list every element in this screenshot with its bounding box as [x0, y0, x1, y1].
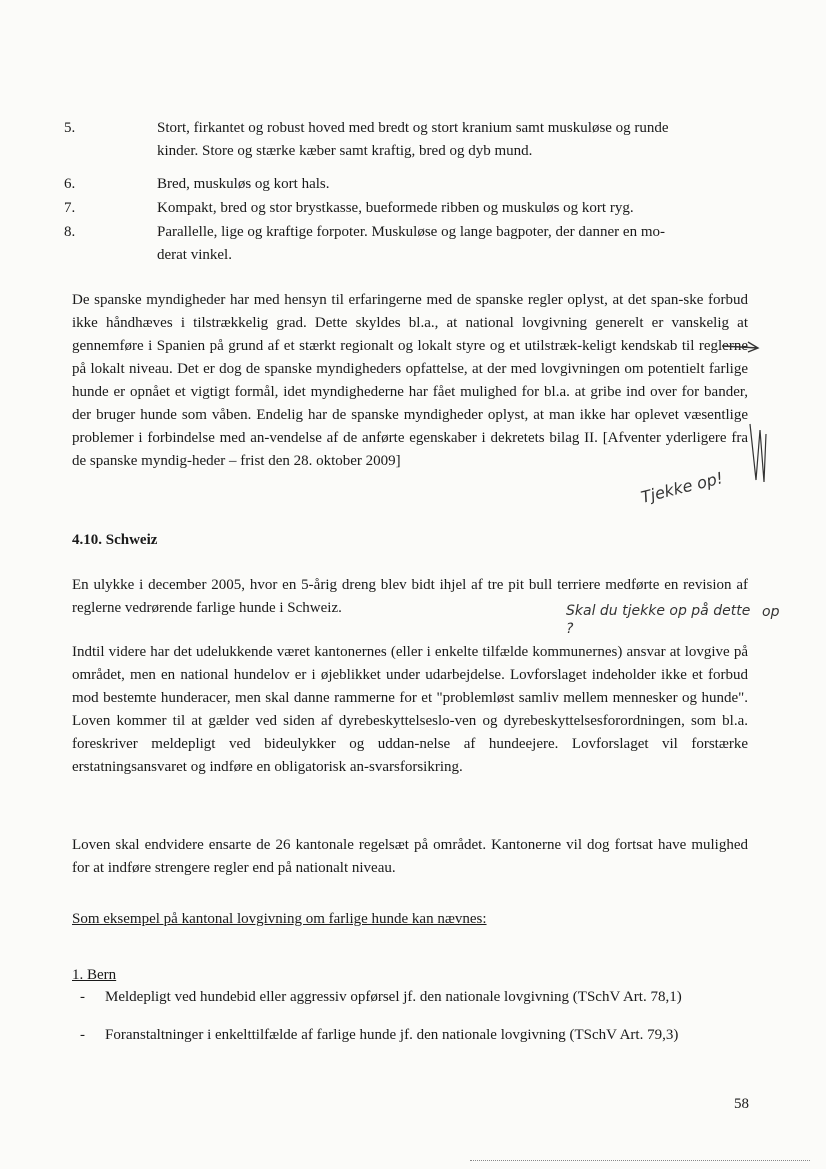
example-heading: Som eksempel på kantonal lovgivning om farlige hunde kan nævnes:	[72, 911, 487, 927]
list-number: 6.	[64, 176, 76, 192]
paragraph-switzerland-3	[72, 834, 748, 880]
list-text: Bred, muskuløs og kort hals.	[157, 176, 330, 192]
paragraph-text: En ulykke i december 2005, hvor en 5-årig dreng blev bidt ihjel af tre pit bull terriere medførte en revision af reglerne vedrørende farlige hunde i Schweiz.	[72, 577, 748, 616]
list-text: Foranstaltninger i enkelttilfælde af farlige hunde jf. den nationale lovgivning (TSchV Art. 79,3)	[105, 1027, 679, 1043]
paragraph-text: Indtil videre har det udelukkende været kantonernes (eller i enkelte tilfælde kommunernes) ansvar at lovgive på området, men en national hundelov er i øjeblikket under udarbejdelse. Lovforslaget indeholder ikke et forbud mod bestemte hunderacer, men skal danne rammerne for et "problemløst samliv mellem mennesker og hunde". Loven kommer til at gælder ved siden af dyrebeskyttelseslo-ven og dyrebeskyttelsesforordningen, som bl.a. foreskriver meldepligt ved bideulykker og uddan-nelse af hundeejere. Lovforslaget vil forstærke erstatningsansvaret og indføre en obligatorisk an-svarsforsikring.	[72, 644, 748, 775]
bracket-note: [Afventer yderligere fra de spanske myndig-heder – frist den 28. oktober 2009]	[72, 430, 748, 469]
paragraph-spain	[72, 289, 748, 473]
list-text: Meldepligt ved hundebid eller aggressiv opførsel jf. den nationale lovgivning (TSchV Art. 78,1)	[105, 989, 682, 1005]
list-number: 8.	[64, 224, 76, 240]
paragraph-switzerland-2	[72, 641, 748, 779]
list-text: Parallelle, lige og kraftige forpoter. Muskuløse og lange bagpoter, der danner en mo-	[157, 224, 665, 240]
page-number: 58	[734, 1096, 749, 1112]
dash-bullet: -	[80, 1027, 85, 1043]
dash-bullet: -	[80, 989, 85, 1005]
list-number: 5.	[64, 120, 76, 136]
list-number: 7.	[64, 200, 76, 216]
bern-heading: 1. Bern	[72, 967, 117, 983]
footer-dotted-line	[470, 1160, 810, 1161]
margin-arrow-mark	[718, 336, 778, 356]
handwritten-note-op: op	[762, 604, 780, 620]
list-text: Kompakt, bred og stor brystkasse, bueformede ribben og muskuløs og kort ryg.	[157, 200, 634, 216]
section-heading: 4.10. Schweiz	[72, 532, 158, 548]
margin-scribble-mark	[746, 420, 770, 490]
handwritten-note-tjekke: Tjekke op!	[638, 468, 725, 507]
list-text: Stort, firkantet og robust hoved med bredt og stort kranium samt muskuløse og runde	[157, 120, 669, 136]
paragraph-text: Loven skal endvidere ensarte de 26 kantonale regelsæt på området. Kantonerne vil dog fortsat have mulighed for at indføre strengere regler end på nationalt niveau.	[72, 837, 748, 876]
list-text: derat vinkel.	[157, 247, 232, 263]
list-text: kinder. Store og stærke kæber samt kraftig, bred og dyb mund.	[157, 143, 533, 159]
handwritten-note-skal: Skal du tjekke op på dette ?	[566, 603, 751, 637]
paragraph-text: De spanske myndigheder har med hensyn til erfaringerne med de spanske regler oplyst, at det span-ske forbud ikke håndhæves i tilstrækkelig grad. Dette skyldes bl.a., at national lovgivning generelt er vanskelig at gennemføre i Spanien på grund af et stærkt regionalt og lokalt styre og et utilstræk-keligt kendskab til reglerne på lokalt niveau. Det er dog de spanske myndigheders opfattelse, at der med lovgivningen om potentielt farlige hunde er opnået et vigtigt formål, idet myndighederne har fået mulighed for bl.a. at gribe ind over for bander, der bruger hunde som våben. Endelig har de spanske myndigheder oplyst, at man ikke har oplevet væsentlige problemer i forbindelse med an-vendelse af de anførte egenskaber i dekretets bilag II.	[72, 292, 748, 446]
